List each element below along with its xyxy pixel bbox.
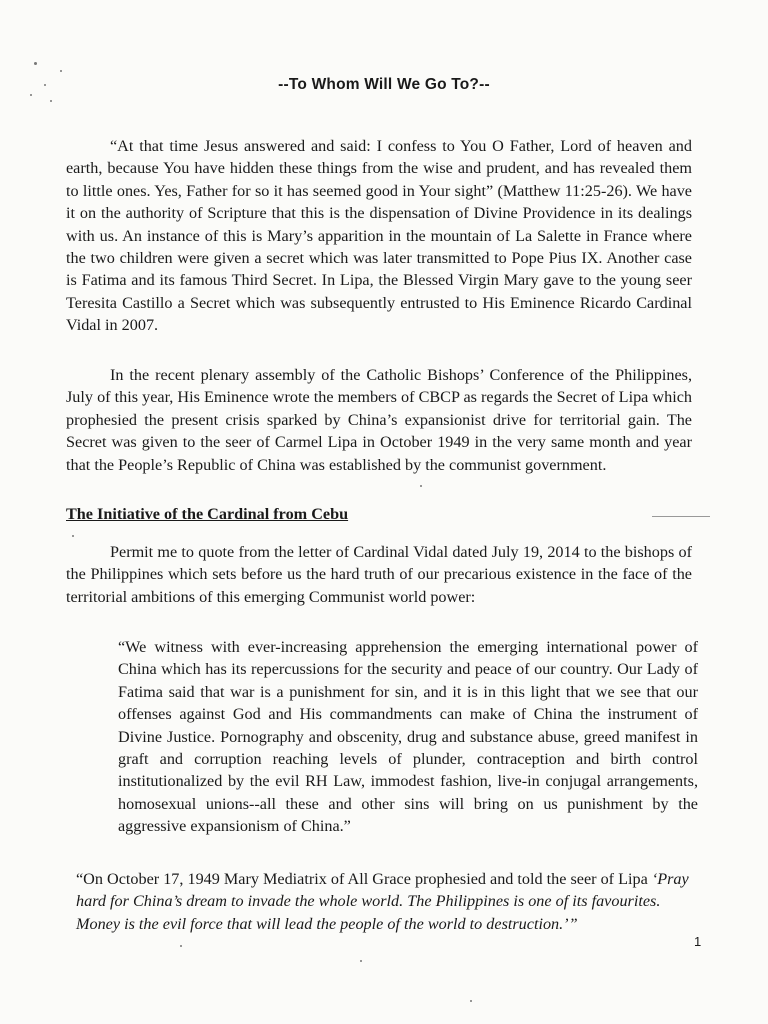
paragraph-plenary-assembly: In the recent plenary assembly of the Catholic Bishops’ Conference of the Philippines, July of this year, His Eminence wrote the members of CBCP as regards the Secret of Lipa which prophesied the present crisis sparked by China’s expansionist drive for territorial gain. The Secret was given to the seer of Carmel Lipa in October 1949 in the very same month and year that the People’s Republic of China was established by the communist government. [66, 366, 692, 474]
paragraph-letter-intro: Permit me to quote from the letter of Cardinal Vidal dated July 19, 2014 to the bishops of the Philippines which sets before us the hard truth of our precarious existence in the face of the territorial ambitions of this emerging Communist world power: [66, 543, 692, 606]
block-quote-cardinal-letter: “We witness with ever-increasing apprehension the emerging international power of China which has its repercussions for the security and peace of our country. Our Lady of Fatima said that war is a punishment for sin, and it is in this light that we see that our offenses against God and His commandments can make of China the instrument of Divine Justice. Pornography and obscenity, drug and substance abuse, greed manifest in graft and corruption reaching levels of plunder, contraception and birth control institutionalized by the evil RH Law, immodest fashion, live-in conjugal arrangements, homosexual unions--all these and other sins will bring on us punishment by the aggressive expansionism of China.” [118, 638, 698, 836]
paragraph-scripture: “At that time Jesus answered and said: I confess to You O Father, Lord of heaven and earth, because You have hidden these things from the wise and prudent, and has revealed them to little ones. Yes, Father for so it has seemed good in Your sight” (Matthew 11:25-26). We have it on the authority of Scripture that this is the dispensation of Divine Providence in its dealings with us. An instance of this is Mary’s apparition in the mountain of La Salette in France where the two children were given a secret which was later transmitted to Pope Pius IX. Another case is Fatima and its famous Third Secret. In Lipa, the Blessed Virgin Mary gave to the young seer Teresita Castillo a Secret which was subsequently entrusted to His Eminence Ricardo Cardinal Vidal in 2007. [66, 137, 692, 335]
scan-mark [652, 516, 710, 517]
paragraph-lipa-prophecy [76, 868, 698, 935]
document-title: --To Whom Will We Go To?-- [278, 76, 490, 93]
page-number: 1 [694, 934, 702, 949]
section-heading: The Initiative of the Cardinal from Cebu [66, 505, 349, 523]
prophecy-intro: “On October 17, 1949 Mary Mediatrix of All Grace prophesied and told the seer of Lipa [76, 870, 652, 888]
prophecy-quote: ‘Pray hard for China’s dream to invade the whole world. The Philippines is one of its favourites. Money is the evil force that will lead the people of the world to destruction.’” [76, 870, 689, 933]
